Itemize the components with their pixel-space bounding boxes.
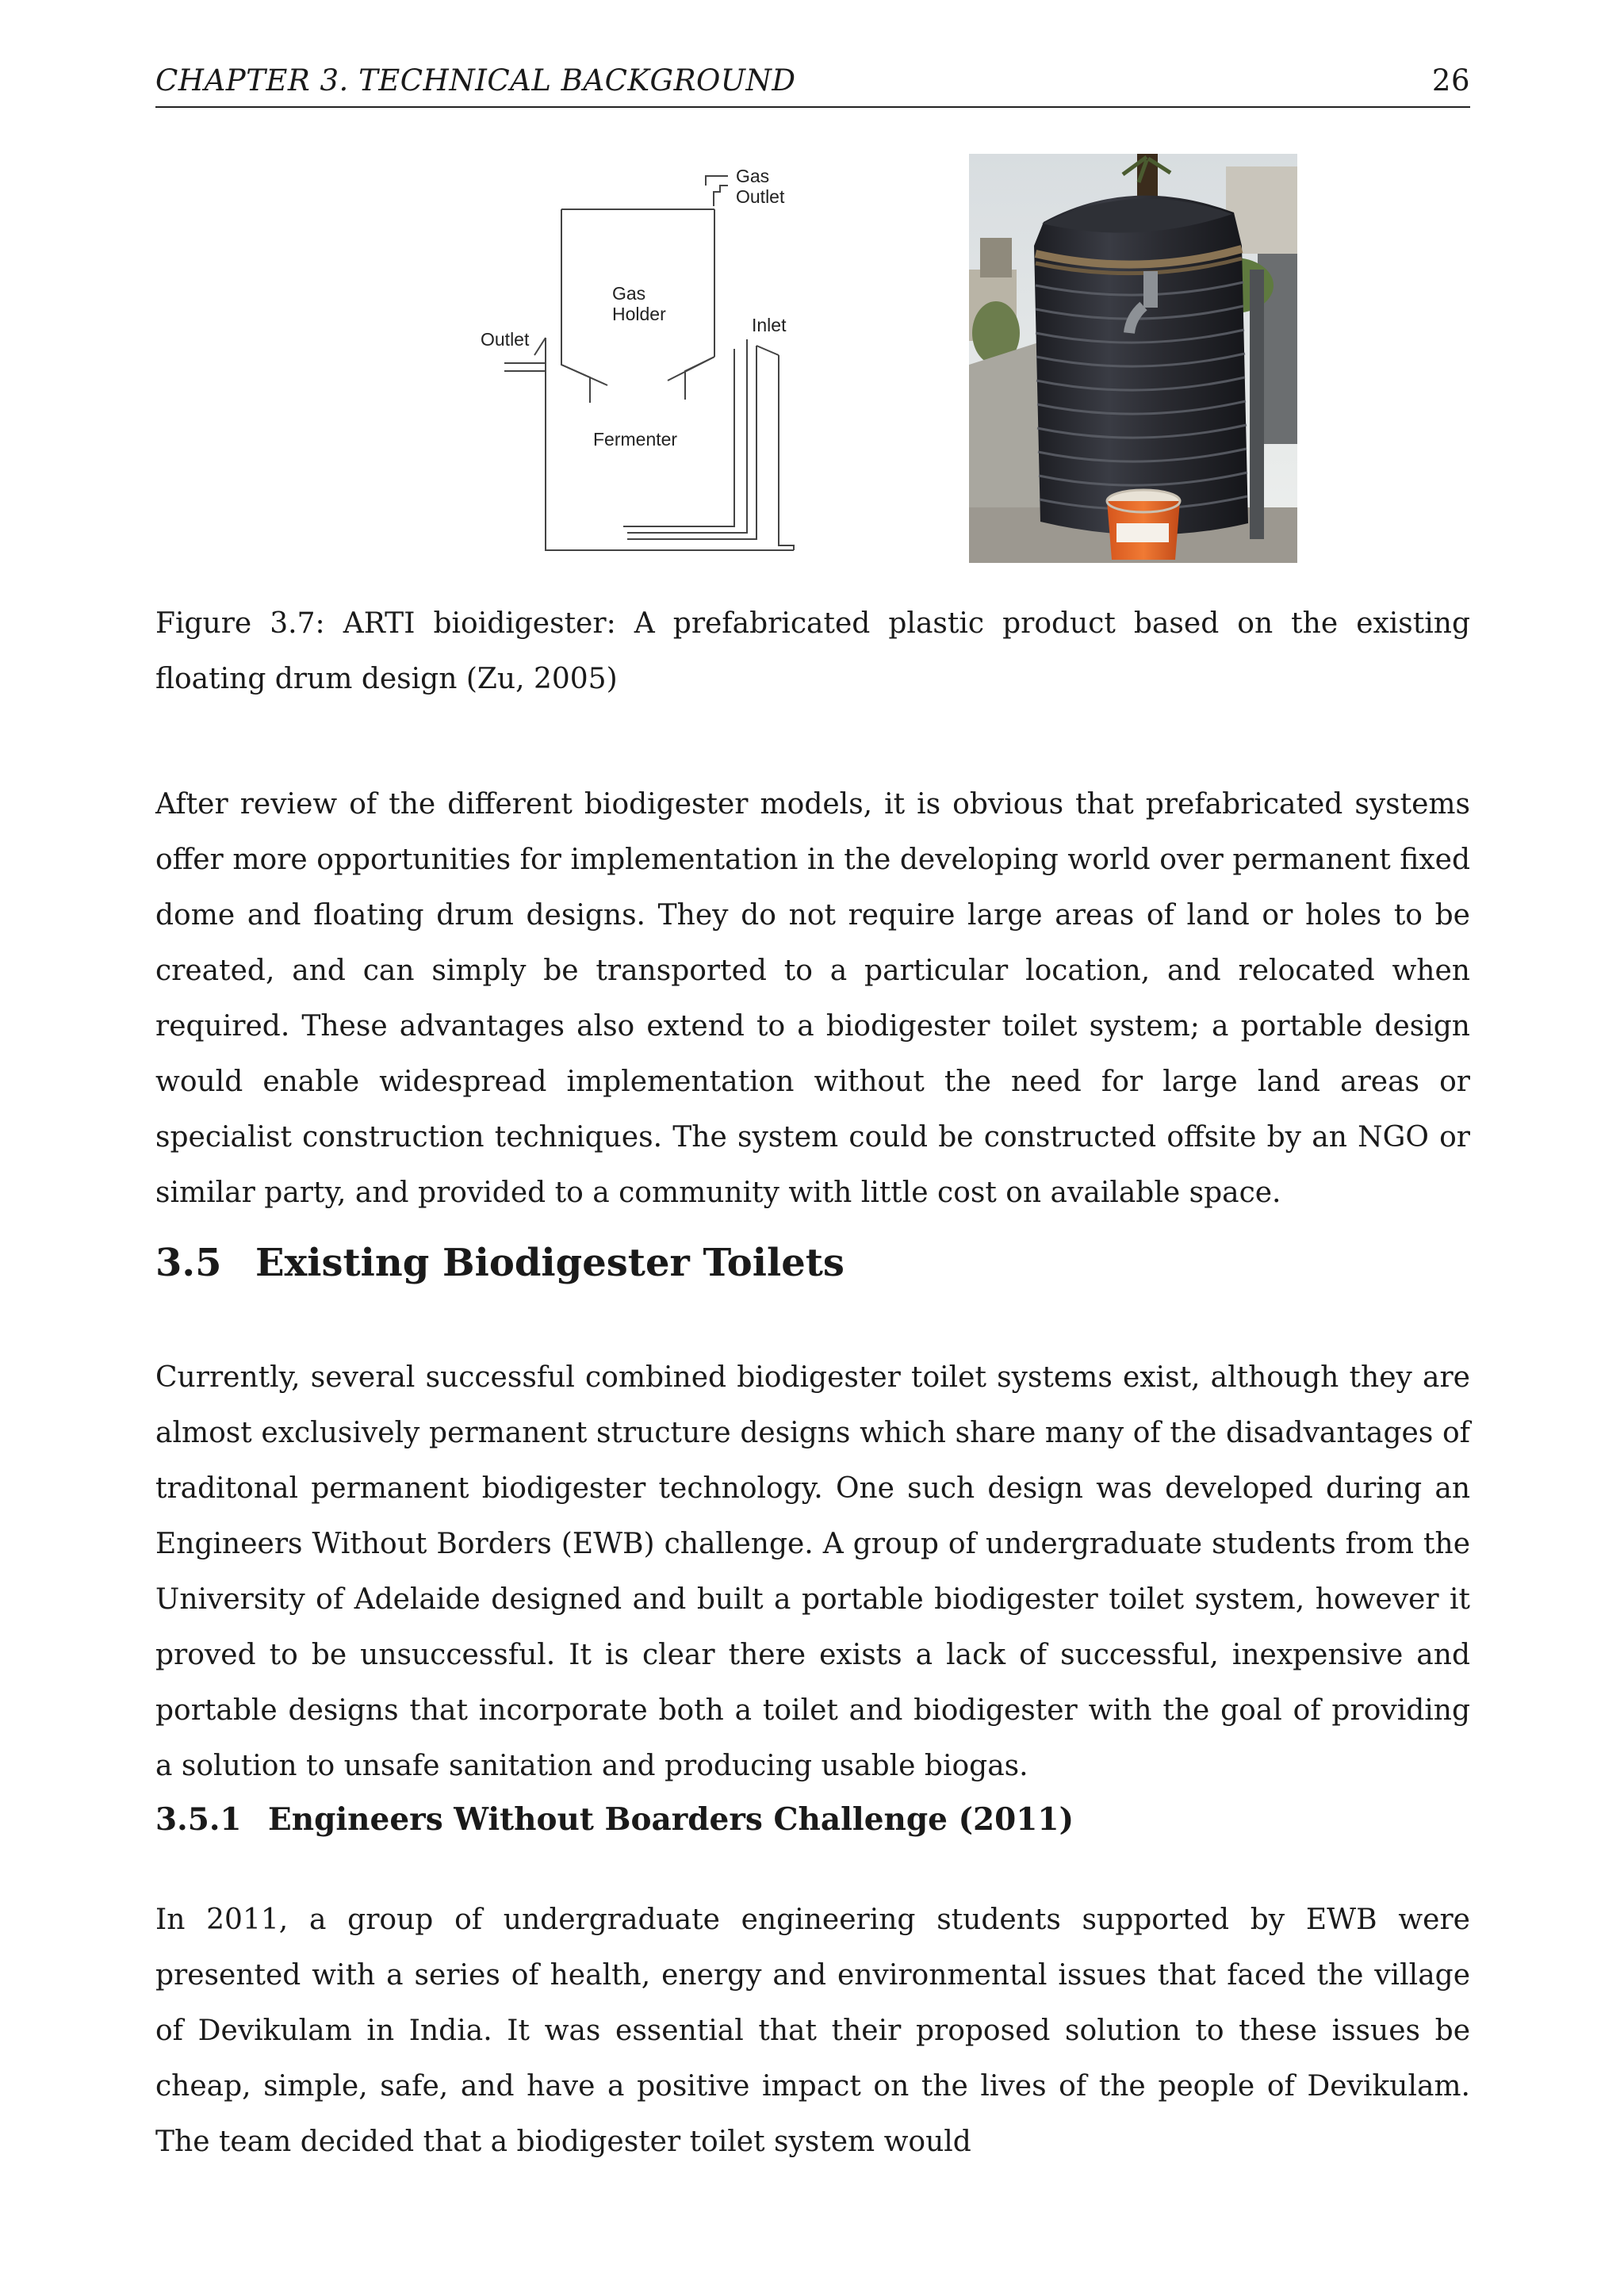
section-heading (155, 1241, 845, 1285)
figure-caption: Figure 3.7: ARTI bioidigester: A prefabricated plastic product based on the existing floating drum design (Zu, 2005) (155, 607, 1470, 695)
label-fermenter: Fermenter (593, 429, 678, 450)
figure-illustration (473, 151, 1301, 567)
paragraph-prefabricated-systems: After review of the different biodigester models, it is obvious that prefabricated systems offer more opportunities for implementation in the developing world over permanent fixed dome and floating drum designs. They do not require large areas of land or holes to be created, and can simply be transported to a particular location, and relocated when required. These advantages also extend to a biodigester toilet system; a portable design would enable widespread implementation without the need for large land areas or specialist construction techniques. The system could be constructed offsite by an NGO or similar party, and provided to a community with little cost on available space. (155, 788, 1470, 1209)
chapter-title: CHAPTER 3. TECHNICAL BACKGROUND (155, 63, 796, 98)
label-outlet: Outlet (481, 329, 530, 350)
section-number: 3.5 (155, 1241, 222, 1285)
label-gas-outlet-2: Outlet (736, 186, 785, 207)
paragraph-ewb-challenge: In 2011, a group of undergraduate engineering students supported by EWB were presented with a series of health, energy and environmental issues that faced the village of Devikulam in India. It was essential that their proposed solution to these issues be cheap, simple, safe, and have a positive impact on the lives of the people of Devikulam. The team decided that a biodigester toilet system would (155, 1904, 1470, 2158)
figure-3-7 (473, 151, 1301, 567)
photo-of-biodigester (969, 154, 1297, 563)
subsection-number: 3.5.1 (155, 1801, 242, 1838)
subsection-heading (155, 1801, 1074, 1838)
label-gas-holder-2: Holder (612, 304, 666, 324)
schematic-diagram (504, 176, 794, 550)
subsection-title: Engineers Without Boarders Challenge (2011) (268, 1801, 1074, 1838)
section-title: Existing Biodigester Toilets (255, 1241, 845, 1285)
page-number: 26 (1431, 63, 1470, 98)
label-gas-holder-1: Gas (612, 283, 646, 304)
paragraph-existing-toilets: Currently, several successful combined biodigester toilet systems exist, although they are almost exclusively permanent structure designs which share many of the disadvantages of traditonal permanent biodigester technology. One such design was developed during an Engineers Without Borders (EWB) challenge. A group of undergraduate students from the University of Adelaide designed and built a portable biodigester toilet system, however it proved to be unsuccessful. It is clear there exists a lack of successful, inexpensive and portable designs that incorporate both a toilet and biodigester with the goal of providing a solution to unsafe sanitation and producing usable biogas. (155, 1361, 1470, 1782)
label-inlet: Inlet (752, 315, 787, 335)
label-gas-outlet-1: Gas (736, 166, 770, 186)
running-header (155, 62, 1470, 108)
